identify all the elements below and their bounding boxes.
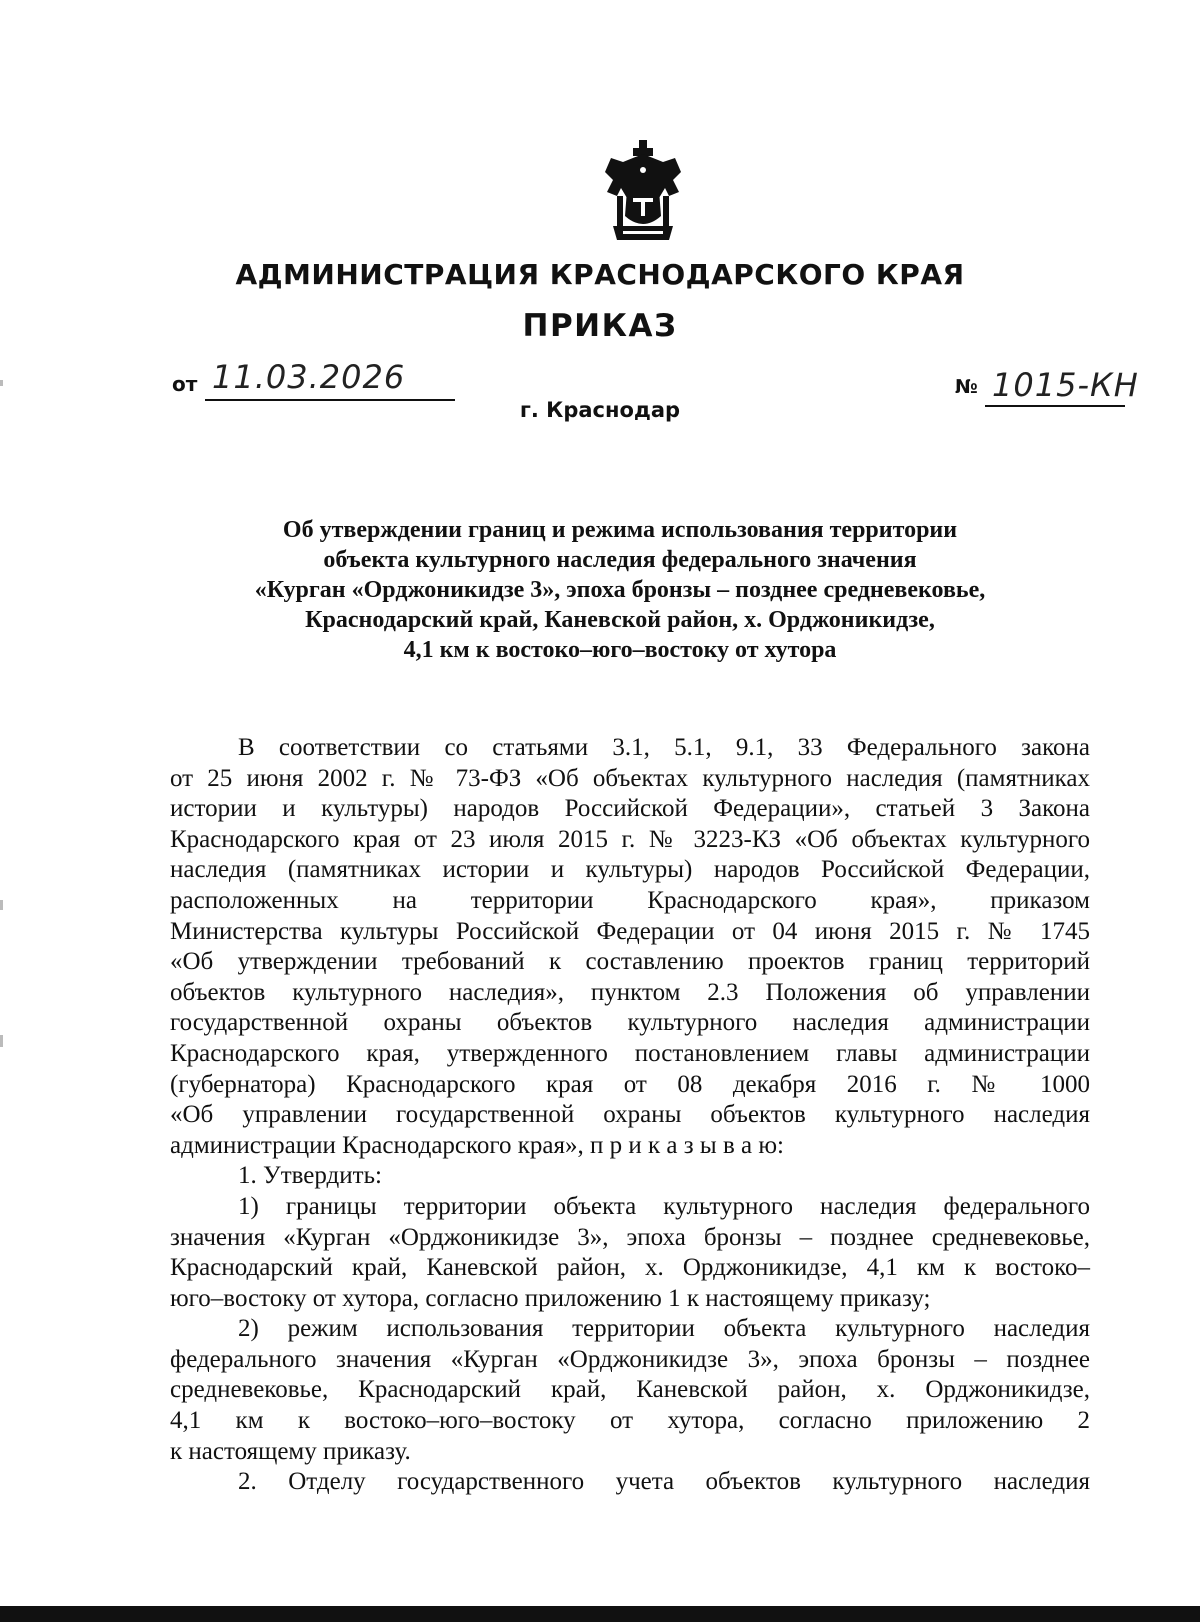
document-body	[170, 733, 1090, 1498]
scan-bottom-edge	[0, 1606, 1200, 1622]
body-line: 2) режим использования территории объекта культурного наследия	[238, 1315, 1090, 1343]
organization-name: АДМИНИСТРАЦИЯ КРАСНОДАРСКОГО КРАЯ	[235, 258, 965, 291]
title-line: «Курган «Орджоникидзе 3», эпоха бронзы – позднее средневековье,	[254, 577, 986, 603]
document-title	[160, 515, 1080, 665]
body-line: 1. Утвердить:	[238, 1162, 382, 1190]
body-line: Краснодарского края от 23 июля 2015 г. № 3223-КЗ «Об объектах культурного	[170, 825, 1090, 853]
body-line: 2. Отделу государственного учета объектов культурного наследия	[238, 1468, 1090, 1496]
scan-edge-mark	[0, 900, 3, 910]
document-type: ПРИКАЗ	[522, 308, 678, 344]
number-label: №	[955, 376, 978, 398]
scan-edge-mark	[0, 1035, 3, 1047]
date-label: от	[172, 372, 198, 396]
title-line: объекта культурного наследия федерального значения	[323, 547, 917, 573]
body-line: «Об управлении государственной охраны объектов культурного наследия	[170, 1101, 1090, 1129]
body-line: значения «Курган «Орджоникидзе 3», эпоха бронзы – позднее средневековье,	[170, 1223, 1090, 1251]
body-line: Краснодарского края, утвержденного постановлением главы администрации	[170, 1039, 1090, 1067]
title-line: 4,1 км к востоко–юго–востоку от хутора	[403, 637, 837, 663]
body-line: 4,1 км к востоко–юго–востоку от хутора, согласно приложению 2	[170, 1407, 1090, 1435]
title-line: Об утверждении границ и режима использования территории	[282, 517, 958, 543]
body-line: объектов культурного наследия», пунктом 2.3 Положения об управлении	[170, 978, 1090, 1006]
body-line: расположенных на территории Краснодарского края», приказом	[170, 886, 1090, 914]
body-line: к настоящему приказу.	[170, 1437, 411, 1465]
body-line: администрации Краснодарского края», п р и к а з ы в а ю:	[170, 1131, 784, 1159]
scan-edge-mark	[0, 380, 3, 386]
title-line: Краснодарский край, Каневской район, х. Орджоникидзе,	[305, 607, 935, 633]
number-underline	[985, 405, 1125, 407]
date-handwritten: 11.03.2026	[212, 358, 406, 396]
body-line: В соответствии со статьями 3.1, 5.1, 9.1, 33 Федерального закона	[238, 734, 1090, 761]
body-line: от 25 июня 2002 г. № 73-ФЗ «Об объектах культурного наследия (памятниках	[170, 764, 1090, 792]
body-line: федерального значения «Курган «Орджоникидзе 3», эпоха бронзы – позднее	[170, 1345, 1090, 1373]
body-line: «Об утверждении требований к составлению проектов границ территорий	[170, 948, 1090, 976]
body-line: наследия (памятниках истории и культуры) народов Российской Федерации,	[170, 856, 1090, 884]
coat-of-arms-emblem	[603, 140, 683, 244]
city-label: г. Краснодар	[519, 398, 681, 422]
body-line: истории и культуры) народов Российской Федерации», статьей 3 Закона	[170, 795, 1090, 823]
body-line: юго–востоку от хутора, согласно приложению 1 к настоящему приказу;	[170, 1284, 931, 1312]
body-line: средневековье, Краснодарский край, Каневской район, х. Орджоникидзе,	[170, 1376, 1090, 1404]
body-line: Министерства культуры Российской Федерации от 04 июня 2015 г. № 1745	[170, 917, 1090, 945]
body-line: 1) границы территории объекта культурного наследия федерального	[238, 1192, 1090, 1220]
number-handwritten: 1015-КН	[992, 366, 1139, 404]
body-line: Краснодарский край, Каневской район, х. Орджоникидзе, 4,1 км к востоко–	[170, 1254, 1090, 1282]
body-line: (губернатора) Краснодарского края от 08 декабря 2016 г. № 1000	[170, 1070, 1090, 1098]
body-line: государственной охраны объектов культурного наследия администрации	[170, 1009, 1090, 1037]
